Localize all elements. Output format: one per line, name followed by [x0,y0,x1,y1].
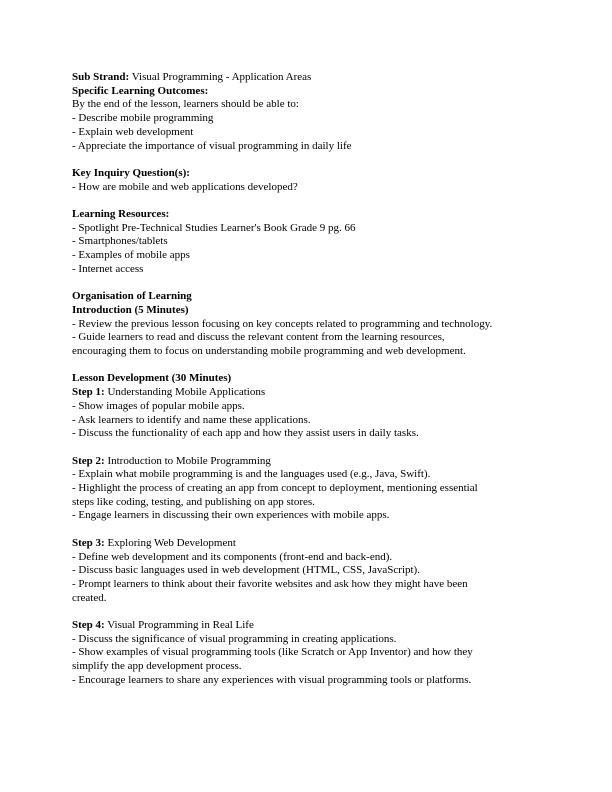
step-item: - Explain what mobile programming is and the languages used (e.g., Java, Swift). [72,468,431,481]
step-3-title [72,537,542,551]
step-item: - Highlight the process of creating an app from concept to deployment, mentioning essential [72,482,478,495]
step-4-title [72,619,542,633]
step-1-label: Step 1: [72,386,105,399]
step-item: - Encourage learners to share any experiences with visual programming tools or platforms. [72,673,472,686]
introduction-item: - Review the previous lesson focusing on key concepts related to programming and technology. [72,317,493,330]
organisation-heading: Organisation of Learning [72,290,192,303]
step-item: - Show examples of visual programming tools (like Scratch or App Inventor) and how they [72,646,473,659]
step-3-name: Exploring Web Development [104,536,236,549]
step-item: steps like coding, testing, and publishing on app stores. [72,495,315,508]
introduction-item: - Guide learners to read and discuss the relevant content from the learning resources, [72,331,445,344]
introduction-item: encouraging them to focus on understanding mobile programming and web development. [72,345,466,358]
resource-item: - Spotlight Pre-Technical Studies Learner's Book Grade 9 pg. 66 [72,221,356,234]
outcome-item: - Appreciate the importance of visual programming in daily life [72,139,352,152]
step-item: created. [72,591,107,604]
sub-strand-label: Sub Strand: [72,71,130,83]
document-page [72,71,542,688]
step-2-label: Step 2: [72,454,105,467]
step-item: - Discuss the functionality of each app and how they assist users in daily tasks. [72,427,419,440]
step-4-name: Visual Programming in Real Life [104,619,254,632]
step-item: - Engage learners in discussing their own experiences with mobile apps. [72,509,390,522]
sub-strand-value: Visual Programming - Application Areas [129,71,312,83]
development-heading: Lesson Development (30 Minutes) [72,372,232,385]
step-item: - Define web development and its components (front-end and back-end). [72,550,393,563]
outcome-item: - Explain web development [72,125,194,138]
outcomes-intro: By the end of the lesson, learners should be able to: [72,98,299,111]
inquiry-heading: Key Inquiry Question(s): [72,166,190,179]
outcomes-heading: Specific Learning Outcomes: [72,84,209,97]
resource-item: - Smartphones/tablets [72,235,168,248]
step-item: simplify the app development process. [72,660,242,673]
step-1-title [72,386,542,400]
resources-heading: Learning Resources: [72,208,170,220]
step-1-name: Understanding Mobile Applications [104,386,266,399]
step-item: - Discuss basic languages used in web development (HTML, CSS, JavaScript). [72,564,420,577]
outcome-item: - Describe mobile programming [72,112,214,125]
step-item: - Discuss the significance of visual programming in creating applications. [72,632,397,645]
step-2-name: Introduction to Mobile Programming [104,454,271,467]
resource-item: - Internet access [72,262,144,275]
step-item: - Ask learners to identify and name these applications. [72,413,311,426]
step-4-label: Step 4: [72,619,105,632]
step-item: - Prompt learners to think about their favorite websites and ask how they might have been [72,577,468,590]
step-item: - Show images of popular mobile apps. [72,399,245,412]
step-3-label: Step 3: [72,536,105,549]
sub-strand-line [72,71,542,85]
step-2-title [72,455,542,469]
inquiry-item: - How are mobile and web applications developed? [72,180,298,193]
introduction-heading: Introduction (5 Minutes) [72,303,189,316]
resource-item: - Examples of mobile apps [72,249,190,262]
